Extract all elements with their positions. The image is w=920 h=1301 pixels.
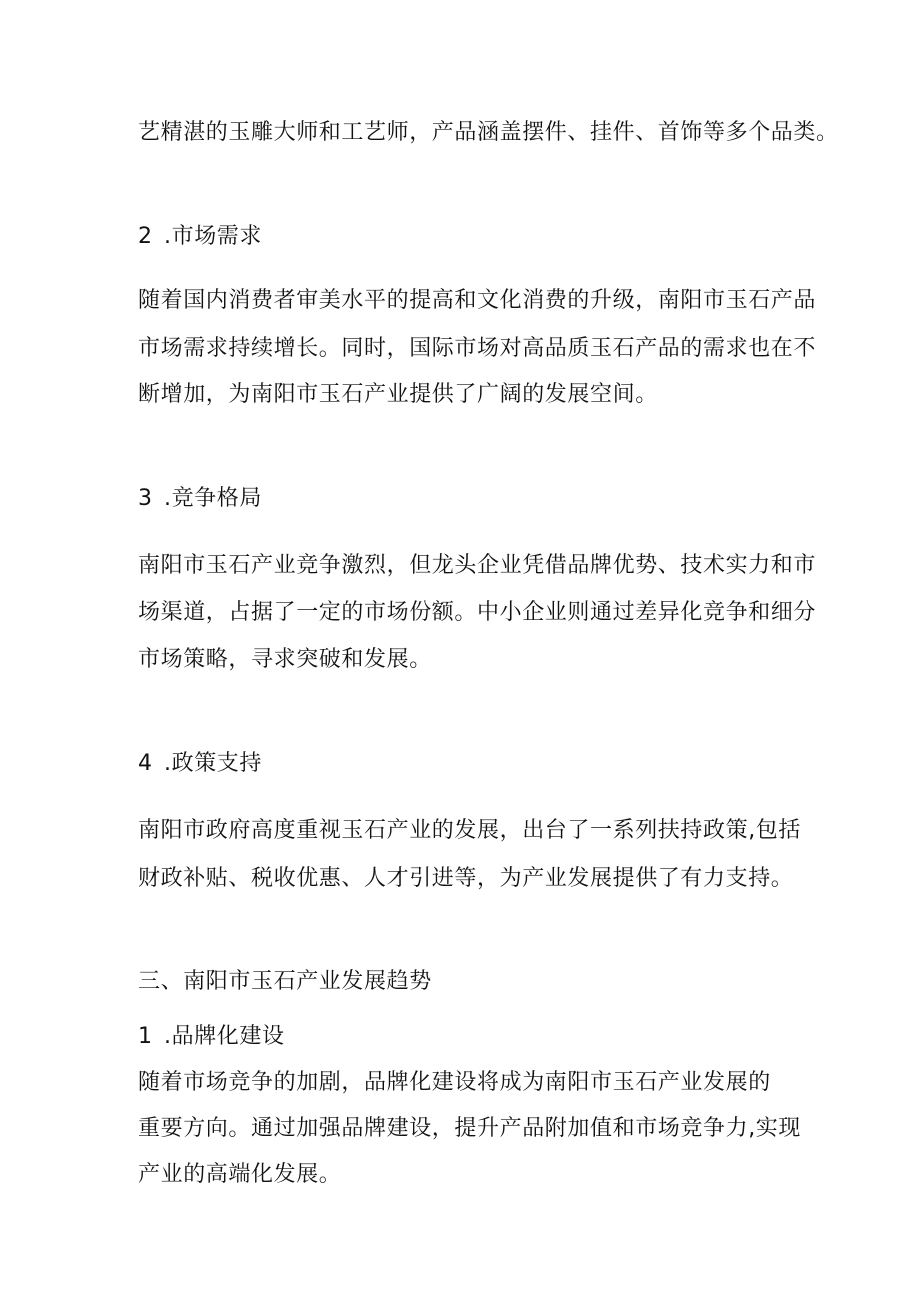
section-number: 2 <box>138 224 153 249</box>
paragraph-line: 财政补贴、税收优惠、人才引进等，为产业发展提供了有力支持。 <box>138 866 794 891</box>
paragraph-line: 南阳市玉石产业竞争激烈，但龙头企业凭借品牌优势、技术实力和市 <box>138 553 817 578</box>
section-title: .品牌化建设 <box>164 1024 285 1049</box>
intro-paragraph-line: 艺精湛的玉雕大师和工艺师，产品涵盖摆件、挂件、首饰等多个品类。 <box>138 120 839 145</box>
section-number: 4 <box>138 751 153 776</box>
paragraph-line: 断增加，为南阳市玉石产业提供了广阔的发展空间。 <box>138 382 658 407</box>
section-title: .市场需求 <box>164 224 262 249</box>
paragraph-line: 市场需求持续增长。同时，国际市场对高品质玉石产品的需求也在不 <box>138 336 817 361</box>
subsection-heading-branding <box>138 1024 285 1050</box>
section-heading-market-demand <box>138 224 262 250</box>
paragraph-line: 随着国内消费者审美水平的提高和文化消费的升级，南阳市玉石产品 <box>138 288 817 313</box>
paragraph-line: 市场策略，寻求突破和发展。 <box>138 647 432 672</box>
paragraph-line: 场渠道，占据了一定的市场份额。中小企业则通过差异化竞争和细分 <box>138 600 817 625</box>
paragraph-line: 产业的高端化发展。 <box>138 1162 342 1187</box>
paragraph-line: 重要方向。通过加强品牌建设，提升产品附加值和市场竞争力,实现 <box>138 1116 801 1141</box>
paragraph-line: 随着市场竞争的加剧，品牌化建设将成为南阳市玉石产业发展的 <box>138 1070 771 1095</box>
paragraph-line: 南阳市政府高度重视玉石产业的发展，出台了一系列扶持政策,包括 <box>138 818 801 843</box>
section-heading-competition <box>138 486 262 512</box>
section-title: .政策支持 <box>164 751 262 776</box>
section-number: 3 <box>138 486 153 511</box>
section-title: .竞争格局 <box>164 486 262 511</box>
section-number: 1 <box>138 1024 153 1049</box>
chapter-heading: 三、南阳市玉石产业发展趋势 <box>138 969 432 994</box>
section-heading-policy <box>138 751 262 777</box>
